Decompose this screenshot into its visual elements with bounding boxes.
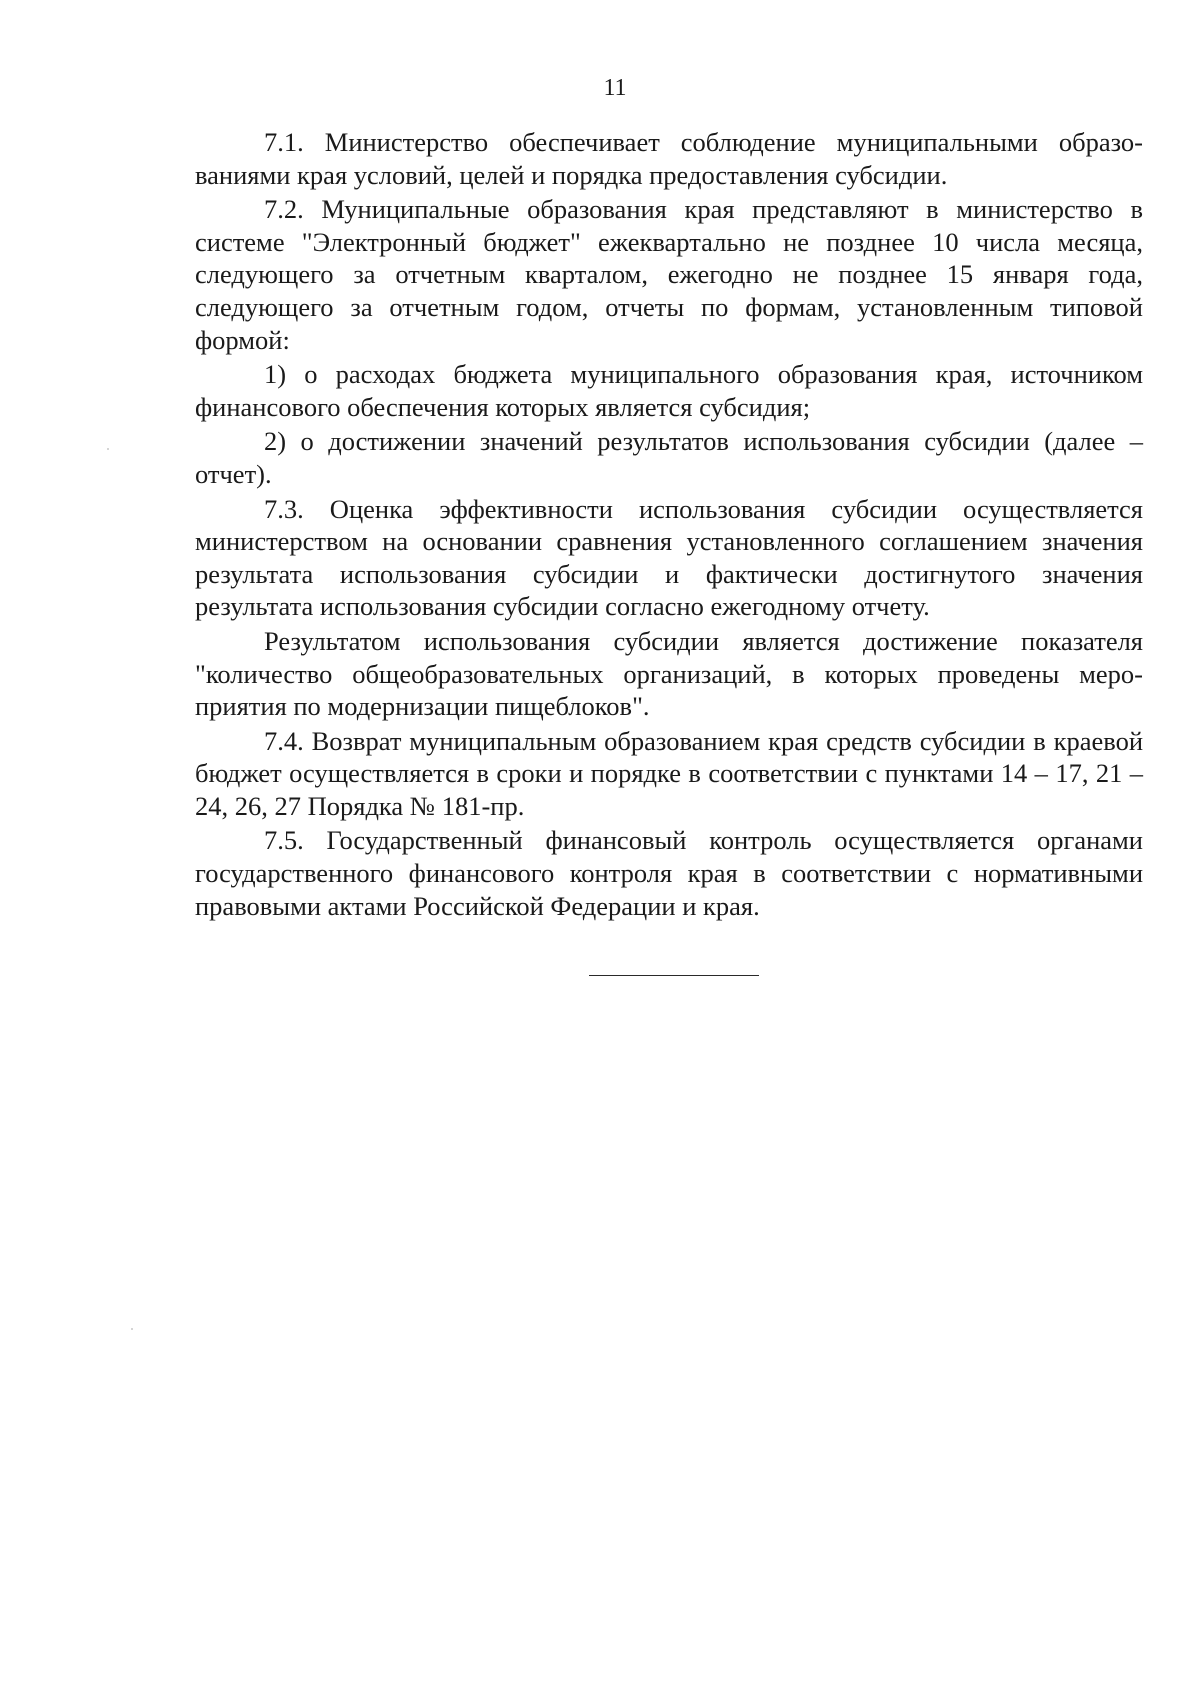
paragraph-7-2: 7.2. Муниципальные образования края представляют в министерство в системе "Электронный бюджет" ежеквартально не позднее 10 числа месяца, следующего за отчетным кварталом, ежегодно не позднее 15 января года, следующего за отчетным годом, отчеты по формам, установленным типовой формой: bbox=[195, 194, 1143, 355]
list-item-1: 1) о расходах бюджета муниципального образования края, источником финансового обеспечения которых является субсидия; bbox=[195, 359, 1143, 422]
end-divider bbox=[589, 975, 759, 976]
scan-artifact bbox=[107, 448, 109, 450]
paragraph-7-3: 7.3. Оценка эффективности использования субсидии осуществляется министерством на основании сравнения установленного соглашением значения результата использования субсидии и фактически достигнутого значения результата использования субсидии согласно ежегодному отчету. bbox=[195, 493, 1143, 622]
paragraph-result: Результатом использования субсидии является достижение показателя "количество общеобразовательных организаций, в которых проведены мероприятия по модернизации пищеблоков". bbox=[195, 625, 1143, 722]
scan-artifact bbox=[131, 1328, 133, 1330]
page-number: 11 bbox=[603, 75, 627, 101]
paragraph-7-5: 7.5. Государственный финансовый контроль осуществляется органами государственного финансового контроля края в соответствии с нормативными правовыми актами Российской Федерации и края. bbox=[195, 825, 1143, 921]
list-item-2: 2) о достижении значений результатов использования субсидии (далее – отчет). bbox=[195, 426, 1143, 489]
paragraph-7-4: 7.4. Возврат муниципальным образованием края средств субсидии в краевой бюджет осуществляется в сроки и порядке в соответствии с пунктами 14 – 17, 21 – 24, 26, 27 Порядка № 181-пр. bbox=[195, 725, 1143, 821]
paragraph-7-1: 7.1. Министерство обеспечивает соблюдение муниципальными образованиями края условий, целей и порядка предоставления субсидии. bbox=[195, 127, 1143, 190]
document-body bbox=[195, 126, 1143, 922]
